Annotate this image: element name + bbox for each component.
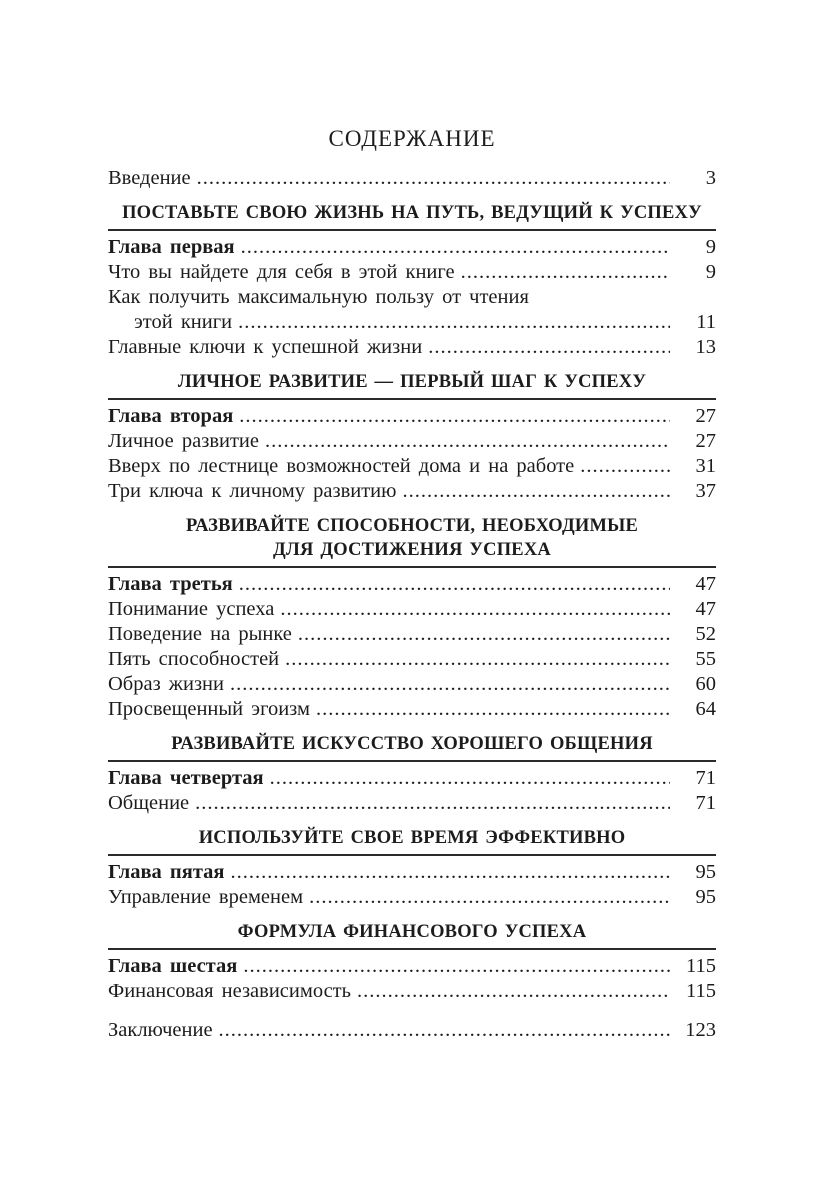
toc-entry bbox=[108, 622, 716, 647]
page-number: 31 bbox=[695, 455, 716, 477]
heading-rule bbox=[108, 760, 716, 762]
toc-entry-label: Глава третья bbox=[108, 573, 233, 595]
page-number: 9 bbox=[705, 261, 716, 283]
dot-leader bbox=[231, 860, 671, 885]
page-title: СОДЕРЖАНИЕ bbox=[328, 126, 496, 151]
toc-entry-label: Заключение bbox=[108, 1019, 213, 1041]
page-number: 37 bbox=[695, 480, 716, 502]
page-number: 3 bbox=[705, 167, 716, 189]
toc-entry bbox=[108, 260, 716, 285]
page-number: 115 bbox=[686, 980, 716, 1002]
page-number: 115 bbox=[686, 955, 716, 977]
toc-entry-label: Как получить максимальную пользу от чтения bbox=[108, 286, 529, 308]
toc-entry bbox=[108, 429, 716, 454]
toc-entry bbox=[108, 766, 716, 791]
section-heading: РАЗВИВАЙТЕ СПОСОБНОСТИ, НЕОБХОДИМЫЕ bbox=[185, 516, 639, 536]
dot-leader bbox=[270, 766, 670, 791]
dot-leader bbox=[285, 647, 670, 672]
toc-section bbox=[108, 370, 716, 504]
toc-entry bbox=[108, 454, 716, 479]
toc-section bbox=[108, 514, 716, 722]
toc-entry-label: Введение bbox=[108, 167, 191, 189]
page-number: 47 bbox=[695, 598, 716, 620]
toc-entry-label: Глава пятая bbox=[108, 861, 225, 883]
toc-entry-label: Пять способностей bbox=[108, 648, 280, 670]
toc-entry bbox=[108, 597, 716, 622]
toc-entry bbox=[108, 404, 716, 429]
page-number: 55 bbox=[695, 648, 716, 670]
toc-entry-label: Что вы найдете для себя в этой книге bbox=[108, 261, 455, 283]
page-number: 60 bbox=[695, 673, 716, 695]
toc-entry bbox=[108, 885, 716, 910]
dot-leader bbox=[428, 335, 670, 360]
dot-leader bbox=[309, 885, 670, 910]
toc-entry-label: Личное развитие bbox=[108, 430, 260, 452]
heading-rule bbox=[108, 566, 716, 568]
toc-entry-label: Глава вторая bbox=[108, 405, 234, 427]
dot-leader bbox=[298, 622, 670, 647]
dot-leader bbox=[461, 260, 670, 285]
dot-leader bbox=[239, 572, 670, 597]
page-number: 71 bbox=[695, 767, 716, 789]
dot-leader bbox=[239, 404, 670, 429]
toc-section bbox=[108, 826, 716, 910]
section-heading: ИСПОЛЬЗУЙТЕ СВОЕ ВРЕМЯ ЭФФЕКТИВНО bbox=[198, 828, 626, 848]
section-heading: ЛИЧНОЕ РАЗВИТИЕ — ПЕРВЫЙ ШАГ К УСПЕХУ bbox=[177, 372, 647, 392]
page-number: 71 bbox=[695, 792, 716, 814]
toc-entry bbox=[108, 479, 716, 504]
toc-entry bbox=[108, 979, 716, 1004]
toc-entry bbox=[108, 791, 716, 816]
dot-leader bbox=[280, 597, 670, 622]
page-number: 123 bbox=[685, 1019, 716, 1041]
toc-entry bbox=[108, 235, 716, 260]
dot-leader bbox=[195, 791, 670, 816]
page-number: 13 bbox=[695, 336, 716, 358]
section-heading: РАЗВИВАЙТЕ ИСКУССТВО ХОРОШЕГО ОБЩЕНИЯ bbox=[171, 734, 653, 754]
toc-entry bbox=[108, 166, 716, 191]
dot-leader bbox=[316, 697, 670, 722]
toc-entry-label: Глава шестая bbox=[108, 955, 238, 977]
dot-leader bbox=[357, 979, 670, 1004]
toc-entry-label: Понимание успеха bbox=[108, 598, 275, 620]
toc-entry-label: Глава четвертая bbox=[108, 767, 264, 789]
toc-entry-label: Образ жизни bbox=[108, 673, 224, 695]
dot-leader bbox=[241, 235, 670, 260]
heading-rule bbox=[108, 229, 716, 231]
page-number: 64 bbox=[695, 698, 716, 720]
toc-entry bbox=[108, 285, 716, 310]
dot-leader bbox=[243, 954, 670, 979]
section-heading: ПОСТАВЬТЕ СВОЮ ЖИЗНЬ НА ПУТЬ, ВЕДУЩИЙ К УСПЕХУ bbox=[122, 203, 702, 223]
toc-entry-label: Просвещенный эгоизм bbox=[108, 698, 310, 720]
toc-entry-label: Финансовая независимость bbox=[108, 980, 351, 1002]
dot-leader bbox=[580, 454, 670, 479]
dot-leader bbox=[219, 1018, 670, 1043]
toc-entry-label: этой книги bbox=[134, 311, 233, 333]
toc-entry bbox=[108, 697, 716, 722]
dot-leader bbox=[197, 166, 670, 191]
dot-leader bbox=[402, 479, 670, 504]
toc-entry bbox=[108, 954, 716, 979]
heading-rule bbox=[108, 854, 716, 856]
toc-entry bbox=[108, 860, 716, 885]
page-number: 95 bbox=[695, 886, 716, 908]
toc-entry-label: Глава первая bbox=[108, 236, 235, 258]
toc-entry-label: Главные ключи к успешной жизни bbox=[108, 336, 423, 358]
toc-entry bbox=[108, 310, 716, 335]
toc-entry-label: Вверх по лестнице возможностей дома и на работе bbox=[108, 455, 575, 477]
toc-entry-label: Три ключа к личному развитию bbox=[108, 480, 397, 502]
toc-entry bbox=[108, 647, 716, 672]
page-number: 11 bbox=[696, 311, 716, 333]
toc-entry-label: Управление временем bbox=[108, 886, 304, 908]
toc-entry-label: Общение bbox=[108, 792, 190, 814]
toc-entry bbox=[108, 572, 716, 597]
toc-entry bbox=[108, 1018, 716, 1043]
heading-rule bbox=[108, 398, 716, 400]
page-number: 95 bbox=[695, 861, 716, 883]
page-number: 47 bbox=[695, 573, 716, 595]
section-heading-line2: ДЛЯ ДОСТИЖЕНИЯ УСПЕХА bbox=[273, 540, 551, 560]
toc-entry-label: Поведение на рынке bbox=[108, 623, 292, 645]
toc-section bbox=[108, 920, 716, 1004]
page-number: 27 bbox=[695, 405, 716, 427]
toc-section bbox=[108, 732, 716, 816]
dot-leader bbox=[238, 310, 670, 335]
dot-leader bbox=[265, 429, 670, 454]
page-number: 27 bbox=[695, 430, 716, 452]
toc-section bbox=[108, 201, 716, 360]
section-heading: ФОРМУЛА ФИНАНСОВОГО УСПЕХА bbox=[237, 922, 587, 942]
page-number: 52 bbox=[695, 623, 716, 645]
dot-leader bbox=[230, 672, 670, 697]
heading-rule bbox=[108, 948, 716, 950]
page-number: 9 bbox=[705, 236, 716, 258]
toc-entry bbox=[108, 335, 716, 360]
toc-entry bbox=[108, 672, 716, 697]
